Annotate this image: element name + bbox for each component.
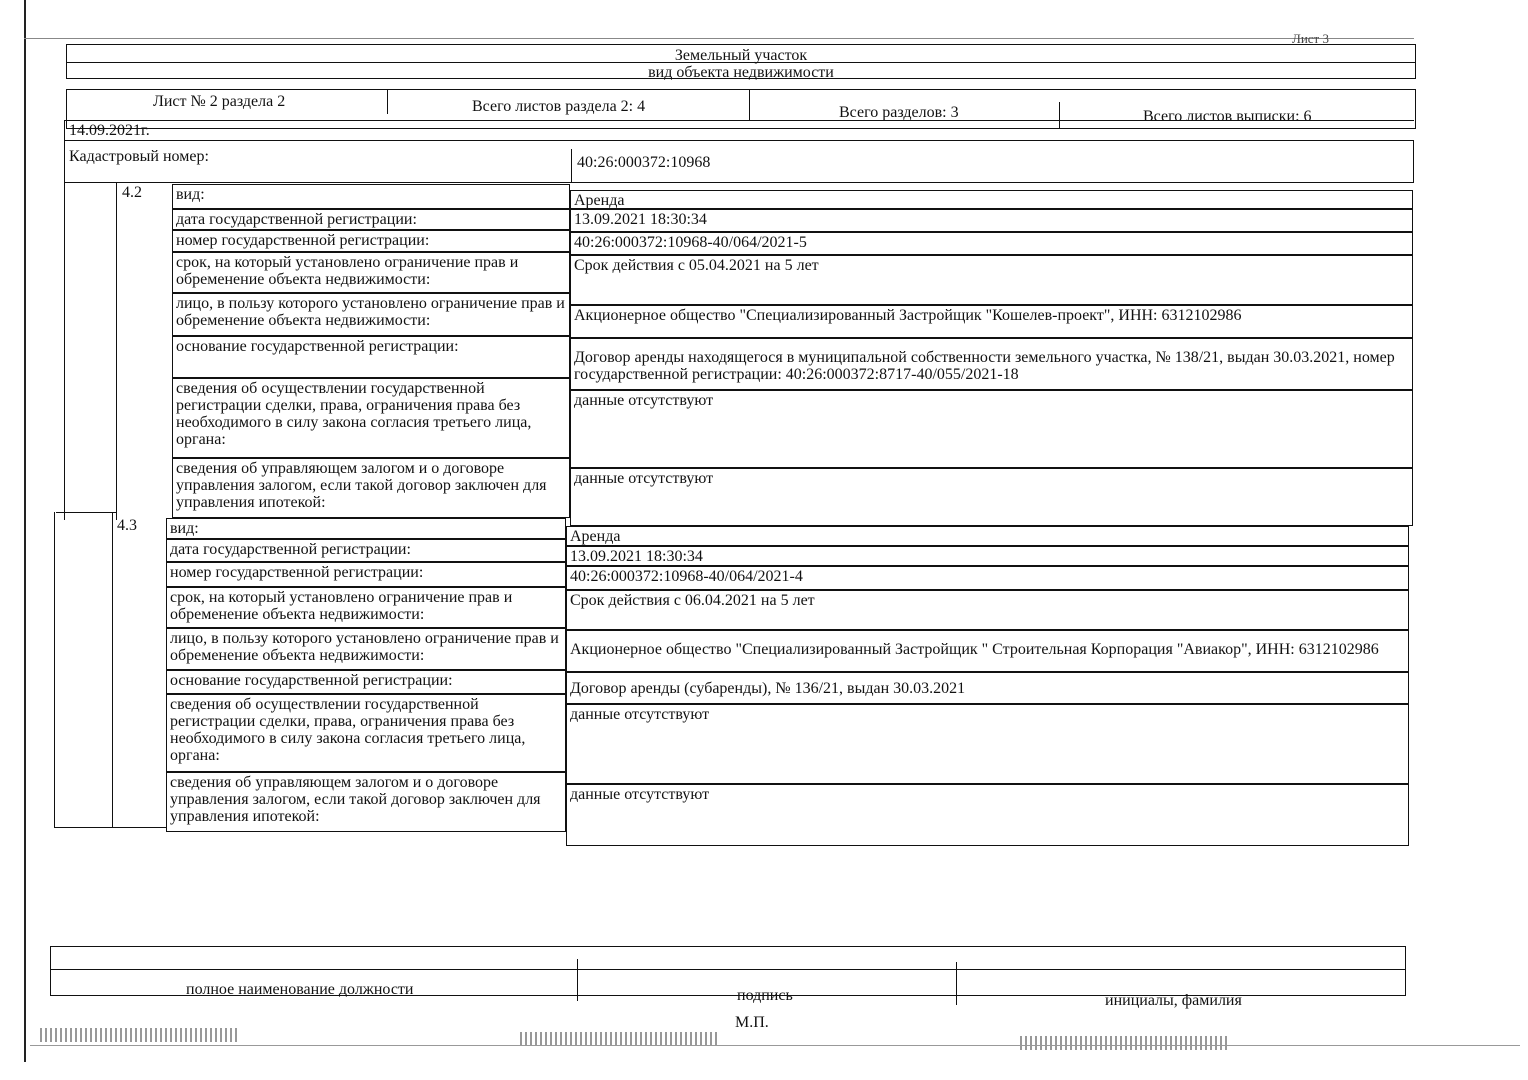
- value-reg-date: [566, 546, 1409, 566]
- label-pledge: [172, 458, 570, 518]
- label-basis: [166, 670, 566, 694]
- value-pledge: [570, 468, 1413, 526]
- value-basis: [570, 338, 1413, 390]
- date-row: [64, 120, 1414, 140]
- label-text: сведения об осуществлении государственной регистрации сделки, права, ограничения права без необходимого в силу закона согласия третьего лица, органа:: [170, 696, 526, 764]
- scan-smudge: [520, 1032, 720, 1046]
- label-kind: [166, 518, 566, 539]
- entry-4-2-numcol-line: [116, 183, 117, 520]
- label-text: номер государственной регистрации:: [170, 564, 424, 581]
- label-reg-number: [166, 562, 566, 587]
- label-text: лицо, в пользу которого установлено ограничение прав и обременение объекта недвижимости:: [170, 630, 559, 664]
- signature-col-divider: [956, 962, 957, 1005]
- value-term: [570, 255, 1413, 305]
- value-third-party: [566, 704, 1409, 784]
- signature-table: [50, 946, 1406, 1009]
- entry-number: 4.2: [122, 184, 142, 201]
- label-text: основание государственной регистрации:: [176, 338, 459, 355]
- entry-4-3-top-line: [56, 512, 116, 513]
- extract-date: 14.09.2021г.: [69, 122, 150, 139]
- label-kind: [172, 184, 570, 209]
- value-text: Аренда: [574, 192, 625, 209]
- value-text: 40:26:000372:10968-40/064/2021-5: [574, 234, 807, 251]
- value-text: 40:26:000372:10968-40/064/2021-4: [570, 568, 803, 585]
- value-term: [566, 590, 1409, 630]
- label-text: вид:: [176, 186, 205, 203]
- label-reg-number: [172, 230, 570, 252]
- value-pledge: [566, 784, 1409, 846]
- position-caption: полное наименование должности: [186, 981, 414, 998]
- value-text: данные отсутствуют: [570, 786, 710, 803]
- entry-4-3-numcol-line: [112, 512, 113, 828]
- label-text: сведения об управляющем залогом и о договоре управления залогом, если такой договор заключен для управления ипотекой:: [176, 460, 547, 511]
- label-third-party: [166, 694, 566, 772]
- label-term: [172, 252, 570, 293]
- sheet-info-divider: [749, 90, 750, 120]
- cadastral-label: Кадастровый номер:: [69, 148, 209, 165]
- label-basis: [172, 336, 570, 378]
- label-pledge: [166, 772, 566, 832]
- value-basis: [566, 672, 1409, 704]
- object-type-divider: [67, 62, 1415, 63]
- sheets-total: Всего листов выписки: 6: [1143, 108, 1312, 125]
- label-text: номер государственной регистрации:: [176, 232, 430, 249]
- object-type-box: [66, 44, 1416, 79]
- value-kind: [566, 526, 1409, 546]
- label-text: лицо, в пользу которого установлено ограничение прав и обременение объекта недвижимости:: [176, 295, 565, 329]
- value-text: данные отсутствуют: [570, 706, 710, 723]
- value-reg-number: [570, 232, 1413, 255]
- value-text: Договор аренды находящегося в муниципальной собственности земельного участка, № 138/21, выдан 30.03.2021, номер государственной регистрации: 40:26:000372:8717-40/055/2021-18: [574, 349, 1395, 383]
- name-caption: инициалы, фамилия: [1105, 992, 1242, 1009]
- label-reg-date: [166, 539, 566, 562]
- signature-table-divider: [51, 969, 1405, 970]
- object-type: Земельный участок: [674, 47, 808, 64]
- label-third-party: [172, 378, 570, 458]
- scan-smudge: [1020, 1036, 1230, 1050]
- value-text: Аренда: [570, 528, 621, 545]
- sections-total: Всего разделов: 3: [839, 104, 959, 121]
- value-text: 13.09.2021 18:30:34: [570, 548, 703, 565]
- value-text: данные отсутствуют: [574, 470, 714, 487]
- label-text: дата государственной регистрации:: [176, 211, 417, 228]
- value-beneficiary: [566, 630, 1409, 672]
- entry-4-3-frame: [54, 512, 55, 828]
- value-beneficiary: [570, 305, 1413, 338]
- signature-caption: подпись: [737, 987, 793, 1004]
- entry-number: 4.3: [117, 517, 137, 534]
- object-caption: вид объекта недвижимости: [648, 64, 834, 81]
- entry-4-3-bottom-line: [54, 827, 166, 828]
- label-term: [166, 587, 566, 628]
- sheet-info-divider: [387, 90, 388, 114]
- label-beneficiary: [172, 293, 570, 336]
- cadastral-divider: [571, 149, 572, 182]
- scan-bottom-line: [30, 1045, 1520, 1046]
- cadastral-number: 40:26:000372:10968: [577, 154, 711, 171]
- scan-smudge: [40, 1028, 240, 1042]
- value-text: Акционерное общество "Специализированный Застройщик "Кошелев-проект", ИНН: 6312102986: [574, 307, 1242, 324]
- label-text: основание государственной регистрации:: [170, 672, 453, 689]
- value-text: Срок действия с 05.04.2021 на 5 лет: [574, 257, 819, 274]
- label-text: дата государственной регистрации:: [170, 541, 411, 558]
- sheet-corner-label: Лист 3: [1292, 31, 1329, 46]
- value-kind: [570, 190, 1413, 209]
- sheets-in-section: Всего листов раздела 2: 4: [472, 98, 646, 115]
- label-beneficiary: [166, 628, 566, 670]
- value-text: Договор аренды (субаренды), № 136/21, выдан 30.03.2021: [570, 680, 966, 697]
- value-text: Акционерное общество "Специализированный Застройщик " Строительная Корпорация "Авиакор", ИНН: 6312102986: [570, 641, 1379, 658]
- value-third-party: [570, 390, 1413, 468]
- value-reg-date: [570, 209, 1413, 232]
- scan-top-line: [24, 38, 1414, 39]
- value-text: данные отсутствуют: [574, 392, 714, 409]
- label-text: срок, на который установлено ограничение прав и обременение объекта недвижимости:: [176, 254, 519, 288]
- label-text: сведения об управляющем залогом и о договоре управления залогом, если такой договор заключен для управления ипотекой:: [170, 774, 541, 825]
- value-text: Срок действия с 06.04.2021 на 5 лет: [570, 592, 815, 609]
- cadastral-row: [64, 140, 1414, 183]
- stamp-label: М.П.: [735, 1014, 769, 1031]
- label-text: срок, на который установлено ограничение прав и обременение объекта недвижимости:: [170, 589, 513, 623]
- value-reg-number: [566, 566, 1409, 590]
- value-text: 13.09.2021 18:30:34: [574, 211, 707, 228]
- label-text: вид:: [170, 520, 199, 537]
- label-reg-date: [172, 209, 570, 230]
- sheet-no: Лист № 2 раздела 2: [153, 93, 286, 110]
- signature-col-divider: [577, 959, 578, 1001]
- label-text: сведения об осуществлении государственной регистрации сделки, права, ограничения права без необходимого в силу закона согласия третьего лица, органа:: [176, 380, 532, 448]
- scan-edge-line: [24, 0, 26, 1062]
